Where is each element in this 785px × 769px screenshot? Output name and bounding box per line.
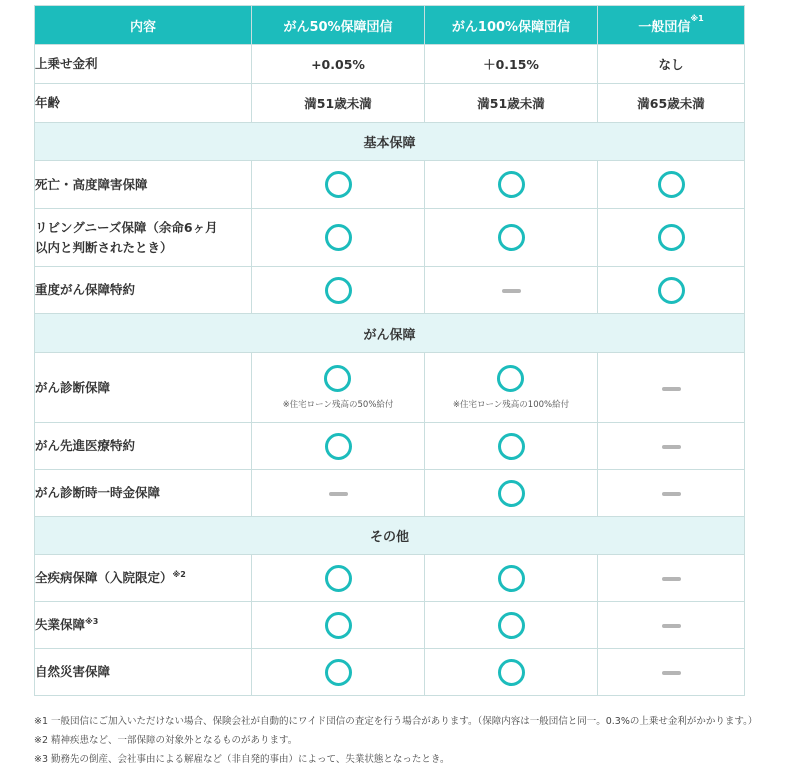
row-label: 重度がん保障特約 (35, 267, 252, 314)
maru-circle-icon (325, 171, 352, 198)
maru-circle-icon (498, 480, 525, 507)
dash-icon (662, 671, 681, 675)
cell (252, 470, 425, 517)
footnote-mark-1: ※1 (690, 13, 704, 23)
row-label-text: 失業保障 (35, 617, 86, 632)
cell (598, 267, 745, 314)
header-gan50: がん50%保障団信 (252, 6, 425, 45)
cell (598, 602, 745, 649)
table-row (35, 423, 745, 470)
section-basic: 基本保障 (35, 123, 745, 161)
table-row (35, 45, 745, 84)
maru-circle-icon (325, 565, 352, 592)
footnote-mark-2: ※2 (172, 570, 186, 579)
row-label: がん先進医療特約 (35, 423, 252, 470)
table-row (35, 84, 745, 123)
header-gan100: がん100%保障団信 (425, 6, 598, 45)
section-row (35, 123, 745, 161)
footnotes (34, 712, 779, 769)
cell (252, 209, 425, 267)
maru-circle-icon (658, 171, 685, 198)
maru-circle-icon (498, 171, 525, 198)
cell (252, 267, 425, 314)
table-row (35, 602, 745, 649)
row-label (35, 602, 252, 649)
rate-gan100: ＋0.15% (425, 45, 598, 84)
row-label: 年齢 (35, 84, 252, 123)
benefit-note-50: ※住宅ローン残高の50%給付 (282, 400, 394, 410)
dash-icon (662, 492, 681, 496)
age-gan50: 満51歳未満 (252, 84, 425, 123)
cell (425, 423, 598, 470)
section-row (35, 517, 745, 555)
maru-circle-icon (498, 612, 525, 639)
cell (252, 555, 425, 602)
cell (598, 209, 745, 267)
maru-circle-icon (498, 224, 525, 251)
table-row (35, 161, 745, 209)
maru-circle-icon (325, 659, 352, 686)
maru-circle-icon (658, 277, 685, 304)
maru-circle-icon (324, 365, 351, 392)
table-row (35, 267, 745, 314)
comparison-table (34, 5, 745, 696)
section-other: その他 (35, 517, 745, 555)
header-row (35, 6, 745, 45)
table-row (35, 353, 745, 423)
maru-circle-icon (325, 433, 352, 460)
cell (252, 161, 425, 209)
row-label-line1: リビングニーズ保障（余命6ヶ月 (35, 219, 218, 235)
table-row (35, 470, 745, 517)
rate-general: なし (598, 45, 745, 84)
row-label-text: 全疾病保障（入院限定） (35, 570, 173, 585)
dash-icon (329, 492, 348, 496)
cell (598, 470, 745, 517)
cell (598, 555, 745, 602)
table-row (35, 555, 745, 602)
row-label-line2: 以内と判断されたとき） (35, 239, 173, 255)
row-label: がん診断時一時金保障 (35, 470, 252, 517)
dash-icon (662, 624, 681, 628)
maru-circle-icon (325, 612, 352, 639)
footnote-2: ※2 精神疾患など、一部保障の対象外となるものがあります。 (34, 735, 298, 746)
footnote-1: ※1 一般団信にご加入いただけない場合、保険会社が自動的にワイド団信の査定を行う場合があります。（保障内容は一般団信と同一。0.3%の上乗せ金利がかかります。） (34, 716, 758, 727)
footnote-mark-3: ※3 (85, 617, 99, 626)
cell (425, 353, 598, 423)
cell (252, 649, 425, 696)
table-row (35, 209, 745, 267)
cell (598, 423, 745, 470)
header-general (598, 6, 745, 45)
cell (425, 161, 598, 209)
cell (598, 649, 745, 696)
cell (252, 423, 425, 470)
benefit-note-100: ※住宅ローン残高の100%給付 (452, 400, 570, 410)
cell (252, 602, 425, 649)
header-general-label: 一般団信 (638, 19, 691, 35)
row-label: 自然災害保障 (35, 649, 252, 696)
cell (425, 649, 598, 696)
dash-icon (662, 445, 681, 449)
cell (598, 353, 745, 423)
section-cancer: がん保障 (35, 314, 745, 353)
rate-gan50: +0.05% (252, 45, 425, 84)
maru-circle-icon (497, 365, 524, 392)
row-label (35, 209, 252, 267)
age-gan100: 満51歳未満 (425, 84, 598, 123)
row-label: がん診断保障 (35, 353, 252, 423)
cell (425, 267, 598, 314)
cell (425, 470, 598, 517)
maru-circle-icon (325, 277, 352, 304)
footnote-3: ※3 勤務先の倒産、会社事由による解雇など（非自発的事由）によって、失業状態となったとき。 (34, 754, 450, 765)
row-label (35, 555, 252, 602)
row-label: 死亡・高度障害保障 (35, 161, 252, 209)
maru-circle-icon (658, 224, 685, 251)
age-general: 満65歳未満 (598, 84, 745, 123)
maru-circle-icon (325, 224, 352, 251)
table-row (35, 649, 745, 696)
cell (598, 161, 745, 209)
maru-circle-icon (498, 565, 525, 592)
maru-circle-icon (498, 433, 525, 460)
cell (252, 353, 425, 423)
cell (425, 555, 598, 602)
section-row (35, 314, 745, 353)
dash-icon (502, 289, 521, 293)
header-content: 内容 (35, 6, 252, 45)
maru-circle-icon (498, 659, 525, 686)
dash-icon (662, 577, 681, 581)
cell (425, 209, 598, 267)
row-label: 上乗せ金利 (35, 45, 252, 84)
dash-icon (662, 387, 681, 391)
cell (425, 602, 598, 649)
